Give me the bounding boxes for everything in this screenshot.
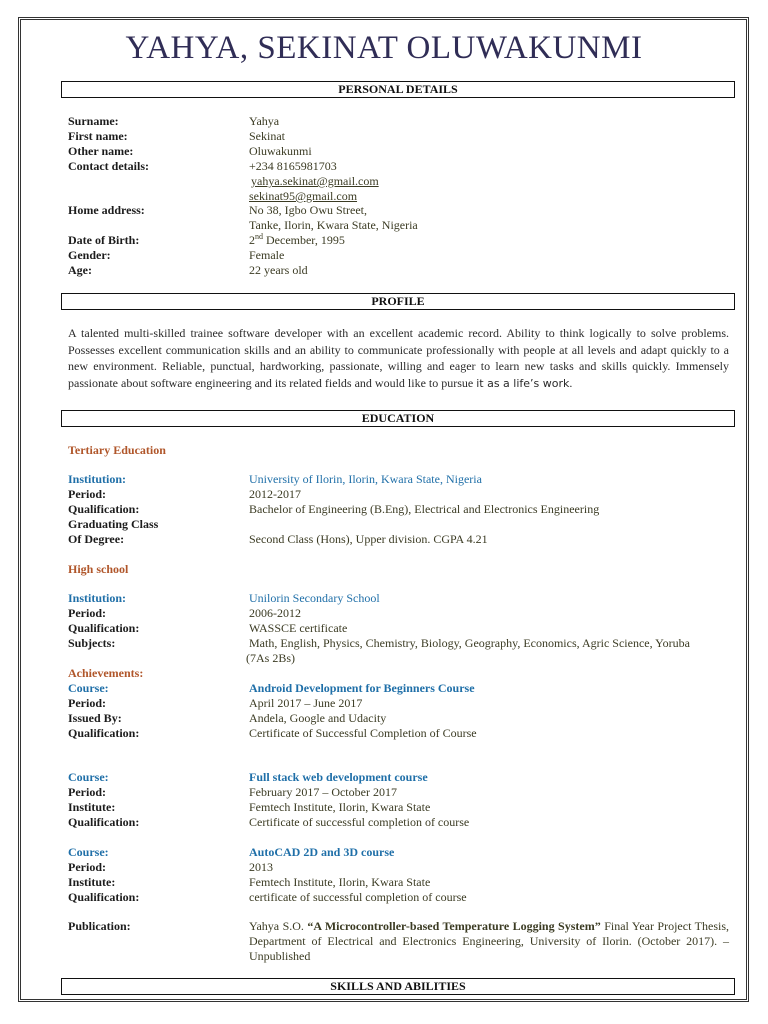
gender-value: Female <box>249 248 285 262</box>
age-value: 22 years old <box>249 263 308 277</box>
section-header-skills: SKILLS AND ABILITIES <box>61 978 735 995</box>
contact-label: Contact details: <box>68 159 149 173</box>
tertiary-period-value: 2012-2017 <box>249 487 301 501</box>
publication-text: Yahya S.O. “A Microcontroller-based Temperature Logging System” Final Year Project Thesis, Department of Electrical and Electronics Engineering, University of Ilorin. (October 2017). – Unpublished <box>249 919 729 963</box>
tertiary-education-heading: Tertiary Education <box>68 443 166 457</box>
course-1-period: April 2017 – June 2017 <box>249 696 363 710</box>
qualification-label: Qualification: <box>68 502 140 516</box>
issued-by-label: Issued By: <box>68 711 122 725</box>
qualification-label: Qualification: <box>68 621 140 635</box>
course-1-title: Android Development for Beginners Course <box>249 681 475 695</box>
course-2-institute: Femtech Institute, Ilorin, Kwara State <box>249 800 431 814</box>
profile-paragraph: A talented multi-skilled trainee software developer with an excellent academic record. Ability to think logically to solve problems. Possesses excellent communication skills and an ability to communicate professionally with people at all levels and adapt quickly to a new environment. Reliable, punctual, hardworking, passionate, willing and eager to learn new tasks and skills quickly. Immensely passionate about software engineering and its related fields and would like to pursue it as a life’s work. <box>68 326 729 390</box>
high-institution-value: Unilorin Secondary School <box>249 591 380 605</box>
address-label: Home address: <box>68 203 145 217</box>
period-label: Period: <box>68 696 106 710</box>
phone-value: +234 8165981703 <box>249 159 337 173</box>
age-label: Age: <box>68 263 92 277</box>
institution-label: Institution: <box>68 472 127 486</box>
period-label: Period: <box>68 487 106 501</box>
tertiary-institution-value: University of Ilorin, Ilorin, Kwara State, Nigeria <box>249 472 482 486</box>
course-3-period: 2013 <box>249 860 273 874</box>
course-3-institute: Femtech Institute, Ilorin, Kwara State <box>249 875 431 889</box>
qualification-label: Qualification: <box>68 890 140 904</box>
section-header-personal-details: PERSONAL DETAILS <box>61 81 735 98</box>
high-qualification-value: WASSCE certificate <box>249 621 348 635</box>
course-2-period: February 2017 – October 2017 <box>249 785 397 799</box>
address-line-1: No 38, Igbo Owu Street, <box>249 203 367 217</box>
institute-label: Institute: <box>68 875 116 889</box>
tertiary-qualification-value: Bachelor of Engineering (B.Eng), Electrical and Electronics Engineering <box>249 502 600 516</box>
section-header-profile: PROFILE <box>61 293 735 310</box>
other-name-label: Other name: <box>68 144 134 158</box>
course-1-issuer: Andela, Google and Udacity <box>249 711 387 725</box>
high-period-value: 2006-2012 <box>249 606 301 620</box>
other-name-value: Oluwakunmi <box>249 144 312 158</box>
section-header-education: EDUCATION <box>61 410 735 427</box>
high-school-heading: High school <box>68 562 129 576</box>
qualification-label: Qualification: <box>68 815 140 829</box>
degree-value: Second Class (Hons), Upper division. CGPA 4.21 <box>249 532 488 546</box>
subjects-label: Subjects: <box>68 636 116 650</box>
dob-value: 2nd December, 1995 <box>249 232 345 247</box>
period-label: Period: <box>68 860 106 874</box>
email-link-1[interactable]: yahya.sekinat@gmail.com <box>251 174 379 188</box>
first-name-label: First name: <box>68 129 128 143</box>
institution-label: Institution: <box>68 591 127 605</box>
dob-label: Date of Birth: <box>68 233 140 247</box>
gender-label: Gender: <box>68 248 111 262</box>
email-link-2[interactable]: sekinat95@gmail.com <box>249 189 358 203</box>
course-2-qualification: Certificate of successful completion of course <box>249 815 470 829</box>
publication-label: Publication: <box>68 919 131 933</box>
course-2-title: Full stack web development course <box>249 770 428 784</box>
institute-label: Institute: <box>68 800 116 814</box>
surname-label: Surname: <box>68 114 119 128</box>
surname-value: Yahya <box>249 114 280 128</box>
course-label: Course: <box>68 770 109 784</box>
first-name-value: Sekinat <box>249 129 285 143</box>
course-3-title: AutoCAD 2D and 3D course <box>249 845 395 859</box>
graduating-class-label: Graduating Class <box>68 517 159 531</box>
course-label: Course: <box>68 845 109 859</box>
page-title: YAHYA, SEKINAT OLUWAKUNMI <box>125 30 643 66</box>
course-3-qualification: certificate of successful completion of course <box>249 890 467 904</box>
achievements-heading: Achievements: <box>68 666 144 680</box>
subjects-value: Math, English, Physics, Chemistry, Biology, Geography, Economics, Agric Science, Yoruba <box>249 636 690 650</box>
degree-label: Of Degree: <box>68 532 125 546</box>
period-label: Period: <box>68 606 106 620</box>
subjects-grades: (7As 2Bs) <box>246 651 296 665</box>
course-1-qualification: Certificate of Successful Completion of Course <box>249 726 477 740</box>
course-label: Course: <box>68 681 109 695</box>
qualification-label: Qualification: <box>68 726 140 740</box>
period-label: Period: <box>68 785 106 799</box>
address-line-2: Tanke, Ilorin, Kwara State, Nigeria <box>249 218 418 232</box>
